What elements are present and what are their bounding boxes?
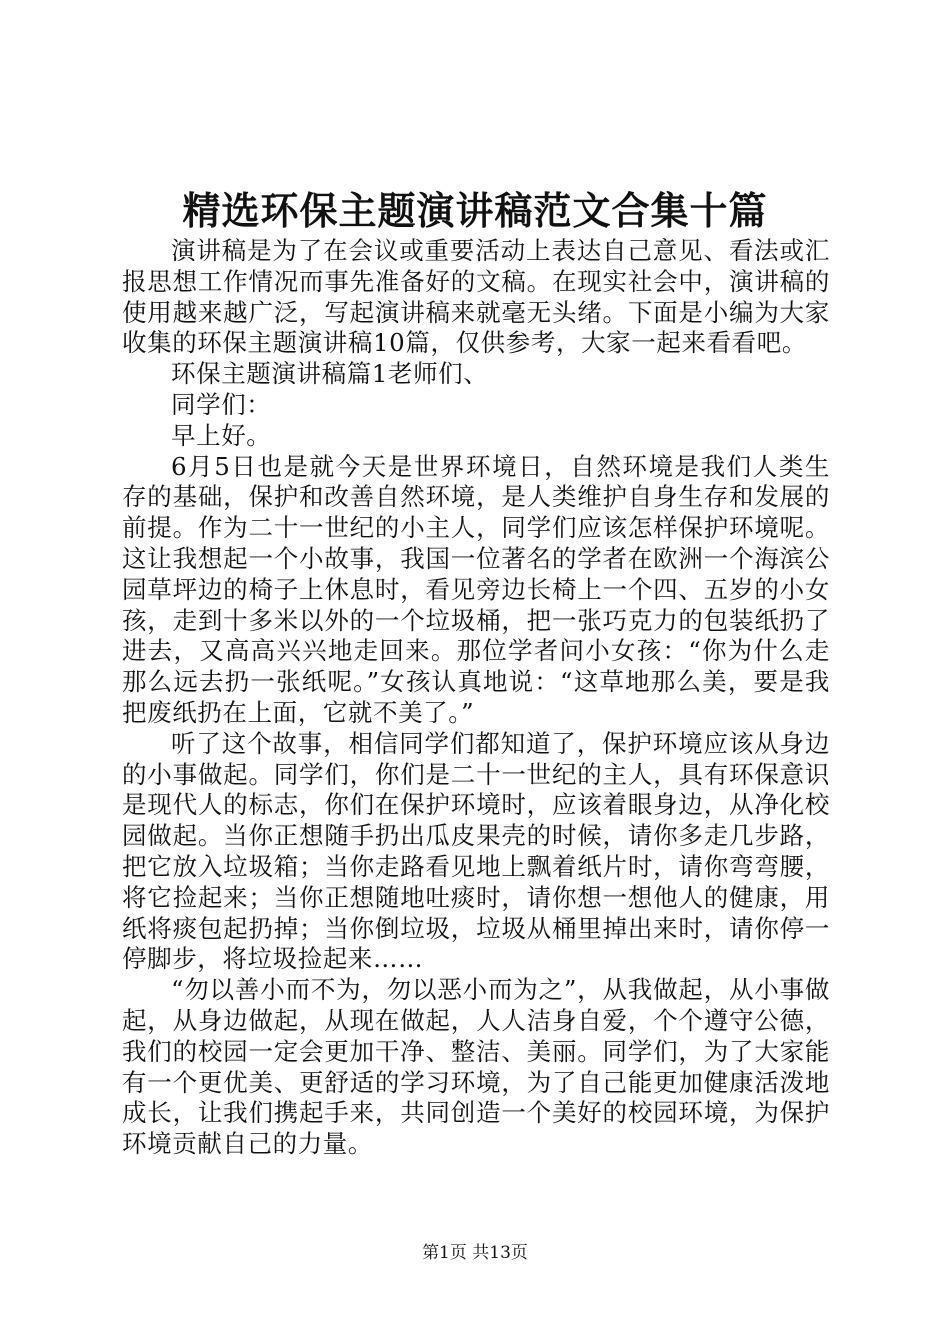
page-number-footer: 第1页 共13页	[422, 1243, 528, 1263]
closing-paragraph: “勿以善小而不为，勿以恶小而为之”，从我做起，从小事做起，从身边做起，从现在做起，人人洁身自爱，个个遵守公德，我们的校园一定会更加干净、整洁、美丽。同学们，为了大家能有一个更优美、更舒适的学习环境，为了自己能更加健康活泼地成长，让我们携起手来，共同创造一个美好的校园环境，为保护环境贡献自己的力量。	[122, 975, 830, 1159]
good-morning-paragraph: 早上好。	[171, 420, 272, 450]
document-title: 精选环保主题演讲稿范文合集十篇	[182, 188, 768, 233]
greeting-paragraph: 同学们：	[171, 389, 272, 419]
document-body	[122, 236, 830, 1160]
speech-heading-paragraph: 环保主题演讲稿篇1老师们、	[171, 359, 489, 389]
story-paragraph: 6月5日也是就今天是世界环境日，自然环境是我们人类生存的基础，保护和改善自然环境，是人类维护自身生存和发展的前提。作为二十一世纪的小主人，同学们应该怎样保护环境呢。这让我想起一个小故事，我国一位著名的学者在欧洲一个海滨公园草坪边的椅子上休息时，看见旁边长椅上一个四、五岁的小女孩，走到十多米以外的一个垃圾桶，把一张巧克力的包装纸扔了进去，又高高兴兴地走回来。那位学者问小女孩：“你为什么走那么远去扔一张纸呢。”女孩认真地说：“这草地那么美，要是我把废纸扔在上面，它就不美了。”	[122, 451, 830, 727]
advice-paragraph: 听了这个故事，相信同学们都知道了，保护环境应该从身边的小事做起。同学们，你们是二十一世纪的主人，具有环保意识是现代人的标志，你们在保护环境时，应该着眼身边，从净化校园做起。当你正想随手扔出瓜皮果壳的时候，请你多走几步路，把它放入垃圾箱；当你走路看见地上飘着纸片时，请你弯弯腰，将它捡起来；当你正想随地吐痰时，请你想一想他人的健康，用纸将痰包起扔掉；当你倒垃圾，垃圾从桶里掉出来时，请你停一停脚步，将垃圾捡起来……	[122, 728, 830, 974]
intro-paragraph: 演讲稿是为了在会议或重要活动上表达自己意见、看法或汇报思想工作情况而事先准备好的文稿。在现实社会中，演讲稿的使用越来越广泛，写起演讲稿来就毫无头绪。下面是小编为大家收集的环保主题演讲稿10篇，仅供参考，大家一起来看看吧。	[122, 236, 830, 358]
